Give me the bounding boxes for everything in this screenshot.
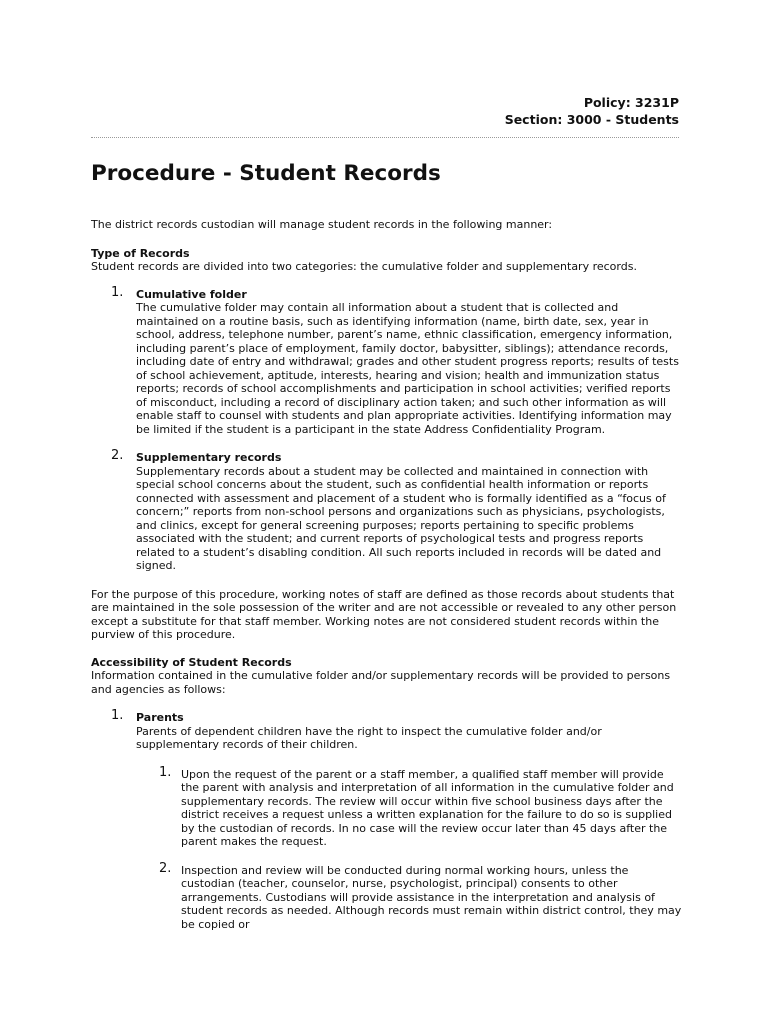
type-of-records-heading: Type of Records [91, 246, 190, 260]
policy-header [505, 94, 679, 128]
intro-paragraph: The district records custodian will manage student records in the following manner: [91, 218, 553, 231]
sublist-item [136, 764, 683, 849]
header-divider [91, 137, 679, 138]
sublist-item [136, 860, 683, 932]
list-item-heading: Parents [136, 711, 184, 724]
sublist-item-text: Upon the request of the parent or a staff member, a qualified staff member will provide the parent with analysis and interpretation of all information in the cumulative folder and supplementary records. The review will occur within five school business days after the district receives a request unless a written explanation for the failure to do so is supplied by the custodian of records. In no case will the review occur later than 45 days after the parent makes the request. [181, 767, 674, 848]
list-item-cumulative-folder [91, 284, 683, 437]
list-item-number: 2. [111, 448, 124, 463]
accessibility-section [91, 656, 683, 697]
sublist-item-number: 1. [159, 764, 172, 780]
list-item-text: The cumulative folder may contain all information about a student that is collected and maintained on a routine basis, such as identifying information (name, birth date, sex, year in school, address, telephone number, parent’s name, ethnic classification, emergency information, including parent’s place of employment, family doctor, babysitter, siblings); attendance records, including date of entry and withdrawal; grades and other student progress reports; results of tests of school achievement, aptitude, interests, hearing and vision; health and immunization status reports; records of school accomplishments and participation in school activities; verified reports of misconduct, including a record of disciplinary action taken; and such other information as will enable staff to counsel with students and plan appropriate activities. Identifying information may be limited if the student is a participant in the state Address Confidentiality Program. [136, 301, 679, 436]
document-body [91, 218, 683, 946]
parents-sublist [136, 764, 683, 932]
type-of-records-section [91, 247, 683, 274]
list-item-heading: Supplementary records [136, 451, 282, 464]
list-item-heading: Cumulative folder [136, 287, 247, 301]
list-item-text: Supplementary records about a student may be collected and maintained in connection with special school concerns about the student, such as confidential health information or reports connected with assessment and placement of a student who is formally identified as a “focus of concern;” reports from non-school persons and organizations such as physicians, psychologists, and clinics, except for general screening purposes; reports pertaining to specific problems associated with the student; and current reports of psychological tests and progress reports related to a student’s disabling condition. All such reports included in records will be dated and signed. [136, 464, 666, 572]
accessibility-text: Information contained in the cumulative folder and/or supplementary records will be provided to persons and agencies as follows: [91, 669, 671, 696]
sublist-item-text: Inspection and review will be conducted during normal working hours, unless the custodian (teacher, counselor, nurse, psychologist, principal) consents to other arrangements. Custodians will provide assistance in the interpretation and analysis of student records as needed. Although records must remain within district control, they may be copied or [181, 863, 682, 931]
page-title: Procedure - Student Records [91, 161, 441, 186]
list-item-number: 1. [111, 284, 124, 300]
list-item-supplementary-records [91, 448, 683, 573]
accessibility-heading: Accessibility of Student Records [91, 655, 292, 669]
sublist-item-number: 2. [159, 860, 172, 876]
type-of-records-text: Student records are divided into two categories: the cumulative folder and supplementary records. [91, 260, 637, 273]
list-item-number: 1. [111, 708, 124, 723]
list-item-text: Parents of dependent children have the right to inspect the cumulative folder and/or supplementary records of their children. [136, 724, 602, 751]
working-notes-paragraph: For the purpose of this procedure, working notes of staff are defined as those records about students that are maintained in the sole possession of the writer and are not accessible or revealed to any other person except a substitute for that staff member. Working notes are not considered student records within the purview of this procedure. [91, 587, 677, 641]
list-item-parents [91, 708, 683, 931]
policy-section: Section: 3000 - Students [504, 112, 679, 127]
policy-number: Policy: 3231P [583, 95, 679, 110]
